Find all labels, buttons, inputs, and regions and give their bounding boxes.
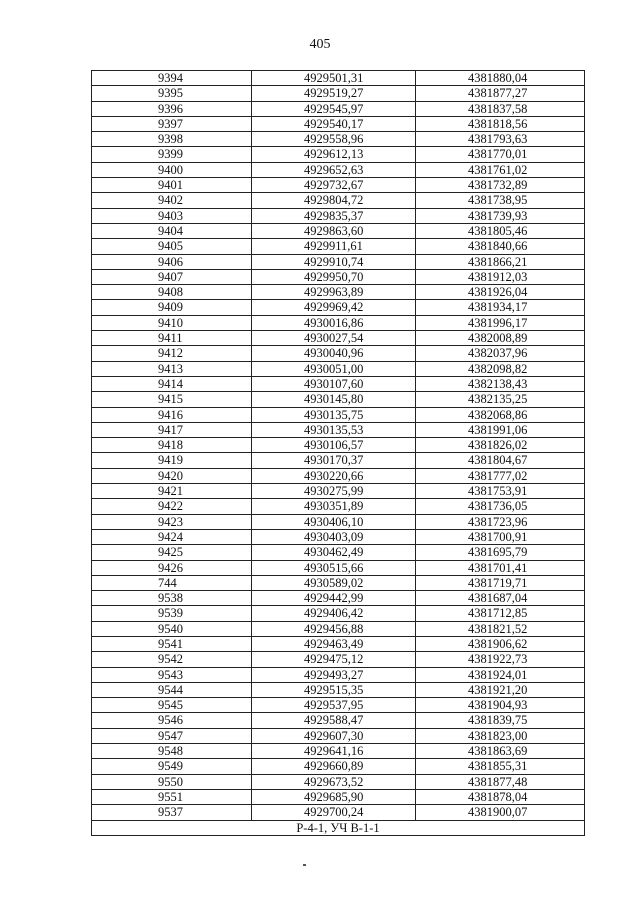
table-caption-row [92,820,585,835]
table-row [92,300,585,315]
point-number-cell: 9407 [92,269,252,284]
table-row [92,162,585,177]
point-number-cell: 9415 [92,392,252,407]
y-coordinate-cell: 4381818,56 [416,116,585,131]
x-coordinate-cell: 4929835,37 [252,208,416,223]
point-number-cell: 9404 [92,223,252,238]
table-row [92,514,585,529]
x-coordinate-cell: 4929660,89 [252,759,416,774]
table-row [92,361,585,376]
table-row [92,606,585,621]
y-coordinate-cell: 4381738,95 [416,193,585,208]
y-coordinate-cell: 4381739,93 [416,208,585,223]
point-number-cell: 9403 [92,208,252,223]
point-number-cell: 9420 [92,468,252,483]
point-number-cell: 9412 [92,346,252,361]
x-coordinate-cell: 4930135,53 [252,422,416,437]
x-coordinate-cell: 4929456,88 [252,621,416,636]
x-coordinate-cell: 4929804,72 [252,193,416,208]
x-coordinate-cell: 4930040,96 [252,346,416,361]
table-row [92,667,585,682]
table-row [92,116,585,131]
table-caption: Р-4-1, УЧ В-1-1 [92,820,585,835]
table-row [92,147,585,162]
x-coordinate-cell: 4929558,96 [252,132,416,147]
table-row [92,652,585,667]
table-row [92,468,585,483]
table-row [92,698,585,713]
x-coordinate-cell: 4929700,24 [252,805,416,820]
x-coordinate-cell: 4930462,49 [252,545,416,560]
y-coordinate-cell: 4381753,91 [416,484,585,499]
y-coordinate-cell: 4381922,73 [416,652,585,667]
x-coordinate-cell: 4929442,99 [252,591,416,606]
y-coordinate-cell: 4381804,67 [416,453,585,468]
y-coordinate-cell: 4381793,63 [416,132,585,147]
table-row [92,713,585,728]
table-row [92,193,585,208]
point-number-cell: 9544 [92,682,252,697]
x-coordinate-cell: 4929732,67 [252,178,416,193]
x-coordinate-cell: 4929863,60 [252,223,416,238]
table-row [92,346,585,361]
table-row [92,636,585,651]
point-number-cell: 9425 [92,545,252,560]
point-number-cell: 9543 [92,667,252,682]
table-row [92,744,585,759]
x-coordinate-cell: 4929545,97 [252,101,416,116]
y-coordinate-cell: 4381866,21 [416,254,585,269]
x-coordinate-cell: 4929969,42 [252,300,416,315]
x-coordinate-cell: 4929612,13 [252,147,416,162]
y-coordinate-cell: 4381912,03 [416,269,585,284]
point-number-cell: 9405 [92,239,252,254]
y-coordinate-cell: 4381934,17 [416,300,585,315]
y-coordinate-cell: 4381880,04 [416,71,585,86]
y-coordinate-cell: 4381719,71 [416,575,585,590]
table-row [92,499,585,514]
point-number-cell: 744 [92,575,252,590]
y-coordinate-cell: 4381777,02 [416,468,585,483]
point-number-cell: 9542 [92,652,252,667]
point-number-cell: 9421 [92,484,252,499]
coordinates-table-body [92,71,585,836]
x-coordinate-cell: 4929652,63 [252,162,416,177]
point-number-cell: 9406 [92,254,252,269]
x-coordinate-cell: 4929607,30 [252,728,416,743]
table-row [92,560,585,575]
y-coordinate-cell: 4382138,43 [416,376,585,391]
point-number-cell: 9538 [92,591,252,606]
table-row [92,438,585,453]
y-coordinate-cell: 4381991,06 [416,422,585,437]
point-number-cell: 9410 [92,315,252,330]
x-coordinate-cell: 4929463,49 [252,636,416,651]
y-coordinate-cell: 4381904,93 [416,698,585,713]
y-coordinate-cell: 4381926,04 [416,285,585,300]
x-coordinate-cell: 4930403,09 [252,529,416,544]
y-coordinate-cell: 4382008,89 [416,331,585,346]
point-number-cell: 9537 [92,805,252,820]
point-number-cell: 9395 [92,86,252,101]
point-number-cell: 9394 [92,71,252,86]
table-row [92,254,585,269]
table-row [92,331,585,346]
point-number-cell: 9547 [92,728,252,743]
table-row [92,545,585,560]
table-row [92,682,585,697]
y-coordinate-cell: 4381826,02 [416,438,585,453]
y-coordinate-cell: 4381700,91 [416,529,585,544]
point-number-cell: 9409 [92,300,252,315]
x-coordinate-cell: 4930016,86 [252,315,416,330]
y-coordinate-cell: 4382037,96 [416,346,585,361]
y-coordinate-cell: 4381900,07 [416,805,585,820]
point-number-cell: 9546 [92,713,252,728]
y-coordinate-cell: 4381839,75 [416,713,585,728]
point-number-cell: 9411 [92,331,252,346]
y-coordinate-cell: 4381823,00 [416,728,585,743]
x-coordinate-cell: 4929641,16 [252,744,416,759]
y-coordinate-cell: 4381701,41 [416,560,585,575]
point-number-cell: 9397 [92,116,252,131]
x-coordinate-cell: 4929493,27 [252,667,416,682]
point-number-cell: 9416 [92,407,252,422]
point-number-cell: 9417 [92,422,252,437]
point-number-cell: 9549 [92,759,252,774]
point-number-cell: 9413 [92,361,252,376]
y-coordinate-cell: 4381878,04 [416,789,585,804]
y-coordinate-cell: 4381770,01 [416,147,585,162]
point-number-cell: 9540 [92,621,252,636]
y-coordinate-cell: 4382068,86 [416,407,585,422]
table-row [92,407,585,422]
x-coordinate-cell: 4929673,52 [252,774,416,789]
x-coordinate-cell: 4930135,75 [252,407,416,422]
table-row [92,269,585,284]
y-coordinate-cell: 4381761,02 [416,162,585,177]
point-number-cell: 9418 [92,438,252,453]
point-number-cell: 9548 [92,744,252,759]
table-row [92,453,585,468]
table-row [92,728,585,743]
point-number-cell: 9422 [92,499,252,514]
table-row [92,759,585,774]
x-coordinate-cell: 4929963,89 [252,285,416,300]
y-coordinate-cell: 4381840,66 [416,239,585,254]
table-row [92,591,585,606]
x-coordinate-cell: 4929515,35 [252,682,416,697]
y-coordinate-cell: 4381805,46 [416,223,585,238]
point-number-cell: 9396 [92,101,252,116]
x-coordinate-cell: 4930275,99 [252,484,416,499]
x-coordinate-cell: 4930145,80 [252,392,416,407]
y-coordinate-cell: 4381723,96 [416,514,585,529]
x-coordinate-cell: 4930406,10 [252,514,416,529]
table-row [92,376,585,391]
x-coordinate-cell: 4930351,89 [252,499,416,514]
y-coordinate-cell: 4381863,69 [416,744,585,759]
table-row [92,621,585,636]
x-coordinate-cell: 4929540,17 [252,116,416,131]
x-coordinate-cell: 4929501,31 [252,71,416,86]
x-coordinate-cell: 4929910,74 [252,254,416,269]
point-number-cell: 9551 [92,789,252,804]
x-coordinate-cell: 4930107,60 [252,376,416,391]
x-coordinate-cell: 4930589,02 [252,575,416,590]
x-coordinate-cell: 4929406,42 [252,606,416,621]
y-coordinate-cell: 4381732,89 [416,178,585,193]
table-row [92,71,585,86]
x-coordinate-cell: 4929685,90 [252,789,416,804]
y-coordinate-cell: 4381996,17 [416,315,585,330]
point-number-cell: 9423 [92,514,252,529]
x-coordinate-cell: 4930106,57 [252,438,416,453]
table-row [92,132,585,147]
table-row [92,223,585,238]
point-number-cell: 9408 [92,285,252,300]
point-number-cell: 9541 [92,636,252,651]
y-coordinate-cell: 4381687,04 [416,591,585,606]
y-coordinate-cell: 4381877,27 [416,86,585,101]
table-row [92,208,585,223]
table-row [92,529,585,544]
y-coordinate-cell: 4381877,48 [416,774,585,789]
y-coordinate-cell: 4381906,62 [416,636,585,651]
table-row [92,101,585,116]
table-row [92,239,585,254]
x-coordinate-cell: 4929537,95 [252,698,416,713]
point-number-cell: 9398 [92,132,252,147]
x-coordinate-cell: 4929950,70 [252,269,416,284]
point-number-cell: 9424 [92,529,252,544]
table-row [92,285,585,300]
point-number-cell: 9401 [92,178,252,193]
point-number-cell: 9414 [92,376,252,391]
table-row [92,392,585,407]
x-coordinate-cell: 4930051,00 [252,361,416,376]
x-coordinate-cell: 4930220,66 [252,468,416,483]
page-number: 405 [309,37,331,52]
x-coordinate-cell: 4930027,54 [252,331,416,346]
y-coordinate-cell: 4381924,01 [416,667,585,682]
y-coordinate-cell: 4381821,52 [416,621,585,636]
table-row [92,422,585,437]
x-coordinate-cell: 4929475,12 [252,652,416,667]
x-coordinate-cell: 4929911,61 [252,239,416,254]
x-coordinate-cell: 4930170,37 [252,453,416,468]
point-number-cell: 9399 [92,147,252,162]
table-row [92,86,585,101]
table-row [92,178,585,193]
point-number-cell: 9400 [92,162,252,177]
point-number-cell: 9550 [92,774,252,789]
point-number-cell: 9419 [92,453,252,468]
page-mark [303,864,306,866]
y-coordinate-cell: 4381736,05 [416,499,585,514]
x-coordinate-cell: 4929519,27 [252,86,416,101]
point-number-cell: 9426 [92,560,252,575]
y-coordinate-cell: 4381695,79 [416,545,585,560]
coordinates-table [91,70,585,836]
y-coordinate-cell: 4381855,31 [416,759,585,774]
table-row [92,315,585,330]
table-row [92,484,585,499]
table-row [92,789,585,804]
table-row [92,805,585,820]
table-row [92,774,585,789]
point-number-cell: 9545 [92,698,252,713]
y-coordinate-cell: 4381837,58 [416,101,585,116]
x-coordinate-cell: 4929588,47 [252,713,416,728]
table-row [92,575,585,590]
point-number-cell: 9539 [92,606,252,621]
y-coordinate-cell: 4382098,82 [416,361,585,376]
y-coordinate-cell: 4381712,85 [416,606,585,621]
point-number-cell: 9402 [92,193,252,208]
x-coordinate-cell: 4930515,66 [252,560,416,575]
y-coordinate-cell: 4382135,25 [416,392,585,407]
y-coordinate-cell: 4381921,20 [416,682,585,697]
